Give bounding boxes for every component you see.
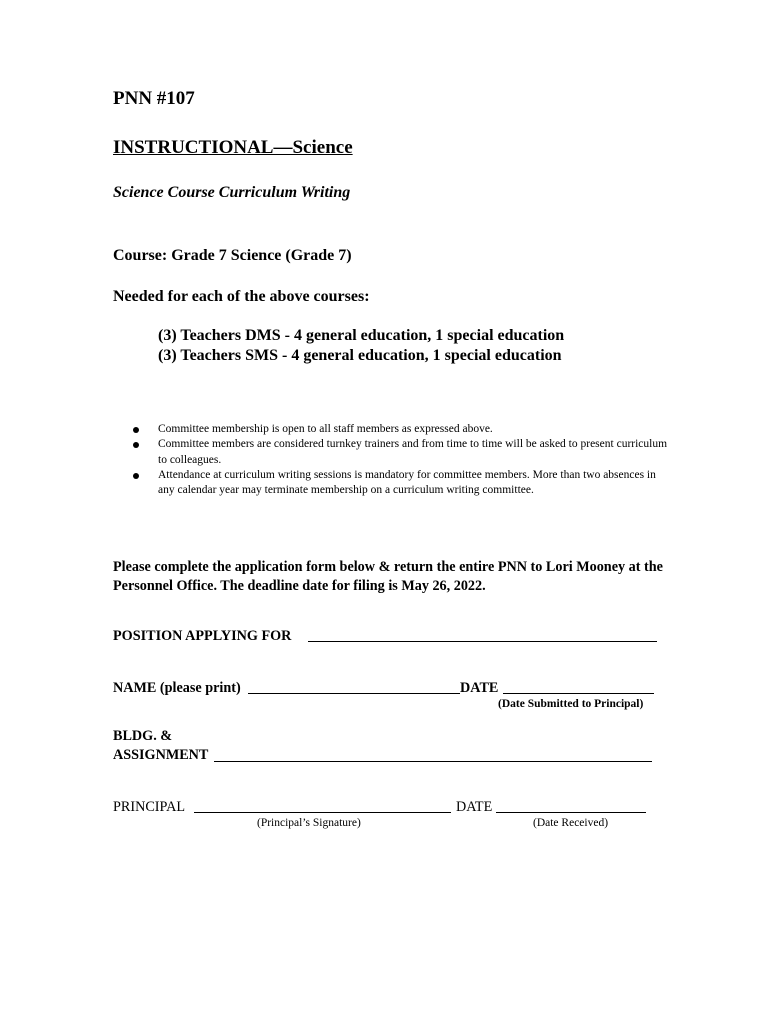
principal-date-label: DATE: [456, 799, 493, 815]
list-item-text: Committee members are considered turnkey trainers and from time to time will be asked to present curriculum to colleagues.: [158, 438, 668, 466]
list-item: [113, 468, 673, 499]
bullet-icon: [133, 442, 139, 448]
filing-instructions: Please complete the application form below & return the entire PNN to Lori Mooney at the Personnel Office. The deadline date for filing is May 26, 2022.: [113, 559, 663, 594]
assignment-field[interactable]: [214, 747, 652, 762]
list-item-text: Committee membership is open to all staff members as expressed above.: [158, 423, 493, 435]
position-applying-field[interactable]: [308, 627, 657, 642]
name-label: NAME (please print): [113, 680, 241, 696]
position-line-sms: (3) Teachers SMS - 4 general education, 1 special education: [158, 347, 562, 364]
position-applying-label: POSITION APPLYING FOR: [113, 628, 292, 644]
course-line: Course: Grade 7 Science (Grade 7): [113, 247, 352, 264]
document-subtitle: Science Course Curriculum Writing: [113, 184, 351, 201]
list-item-text: Attendance at curriculum writing sessions is mandatory for committee members. More than two absences in any calendar year may terminate membership on a curriculum writing committee.: [158, 468, 656, 497]
list-item: [113, 422, 673, 437]
principal-signature-field[interactable]: [194, 798, 451, 813]
requirements-list: [113, 422, 673, 498]
assignment-label: ASSIGNMENT: [113, 747, 209, 763]
principal-label: PRINCIPAL: [113, 799, 186, 815]
bullet-icon: [133, 473, 139, 479]
bullet-icon: [133, 427, 139, 433]
bldg-label: BLDG. &: [113, 728, 173, 744]
list-item: [113, 437, 673, 468]
position-line-dms: (3) Teachers DMS - 4 general education, 1 special education: [158, 327, 565, 344]
needed-heading: Needed for each of the above courses:: [113, 288, 370, 305]
date-submitted-field[interactable]: [503, 679, 654, 694]
date-received-field[interactable]: [496, 798, 646, 813]
date-submitted-note: (Date Submitted to Principal): [498, 698, 644, 710]
category-heading: INSTRUCTIONAL—Science: [113, 137, 353, 158]
pnn-number: PNN #107: [113, 88, 195, 109]
date-received-note: (Date Received): [533, 817, 609, 829]
date-label: DATE: [460, 680, 499, 696]
principal-signature-note: (Principal’s Signature): [257, 817, 361, 829]
name-field[interactable]: [248, 679, 460, 694]
